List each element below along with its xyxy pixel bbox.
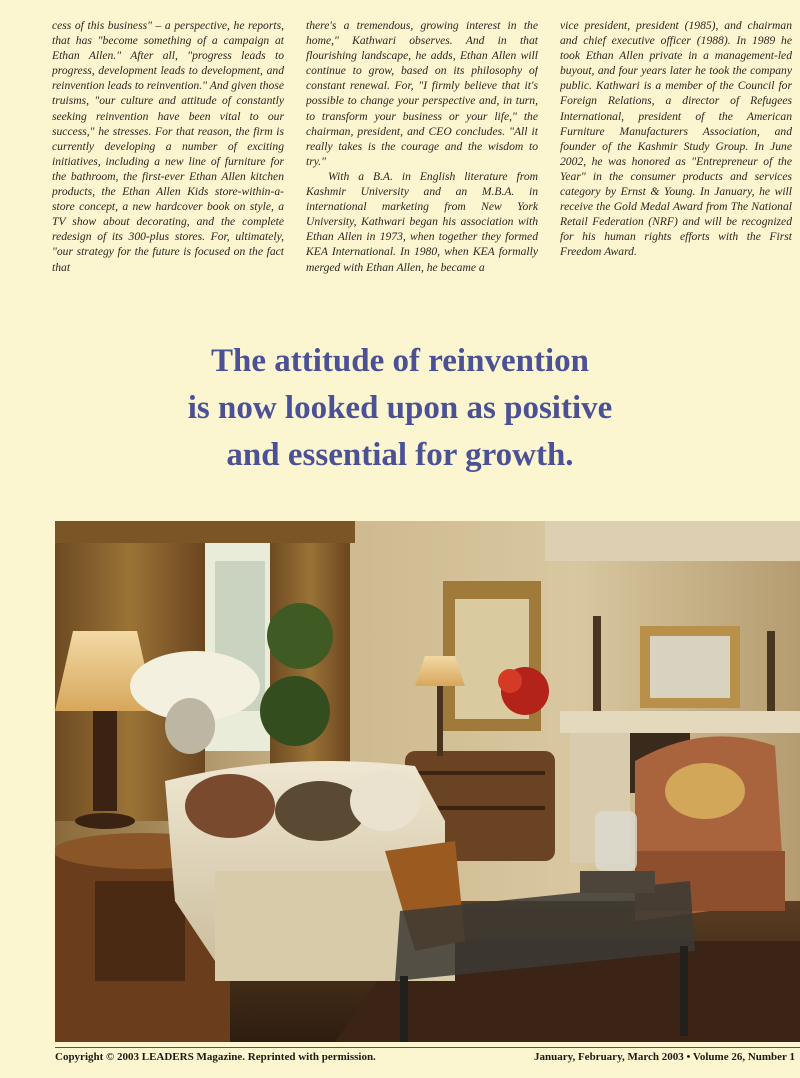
page-footer <box>55 1051 795 1063</box>
issue-info: January, February, March 2003 • Volume 26, Number 1 <box>533 1051 795 1063</box>
living-room-photo <box>55 521 800 1042</box>
article-paragraph: vice president, president (1985), and chairman and chief executive officer (1988). In 1989 he took Ethan Allen private in a management-led buyout, and four years later he took the company public. Kathwari is a member of the Council for Foreign Relations, a director of Refugees International, president of the American Furniture Manufacturers Association, and founder of the Kashmir Study Group. In June 2002, he was honored as "Entrepreneur of the Year" in the consumer products and services category by Ernst & Young. In January, he will receive the Gold Medal Award from The National Retail Federation (NRF) and will be recognized for his human rights efforts with the First Freedom Award. <box>560 19 792 259</box>
copyright-notice: Copyright © 2003 LEADERS Magazine. Reprinted with permission. <box>55 1051 376 1063</box>
article-paragraph: With a B.A. in English literature from Kashmir University and an M.B.A. in international marketing from New York University, Kathwari began his association with Ethan Allen in 1973, when together they formed KEA International. In 1980, when KEA formally merged with Ethan Allen, he became a <box>306 169 538 274</box>
pull-quote-line: is now looked upon as positive <box>187 390 613 426</box>
article-column-1 <box>52 18 284 318</box>
article-columns <box>52 18 792 318</box>
pull-quote <box>0 338 800 479</box>
pull-quote-line: and essential for growth. <box>226 437 574 473</box>
article-paragraph: cess of this business" – a perspective, he reports, that has "become something of a campaign at Ethan Allen." After all, "progress leads to progress, development leads to development, and reinvention leads to reinvention." And given those truisms, "our culture and attitude of constantly seeking reinvention have been vital to our success," he stresses. For that reason, the firm is currently developing a number of exciting initiatives, including a new line of furniture for the bathroom, the first-ever Ethan Allen kitchen products, the Ethan Allen Kids store-within-a-store concept, a new hardcover book on style, a TV show about decorating, and the complete redesign of its 300-plus stores. For, ultimately, "our strategy for the future is focused on the fact that <box>52 19 284 274</box>
article-column-2 <box>306 18 538 318</box>
article-paragraph: there's a tremendous, growing interest in the home," Kathwari observes. And in that flourishing landscape, he adds, Ethan Allen will continue to grow, based on its philosophy of constant renewal. For, "I firmly believe that it's possible to change your perspective and, in turn, to transform your business or your life," the chairman, president, and CEO concludes. "All it really takes is the courage and the wisdom to try." <box>306 19 538 168</box>
article-column-3 <box>560 18 792 318</box>
footer-rule <box>55 1047 800 1048</box>
pull-quote-line: The attitude of reinvention <box>211 343 589 379</box>
